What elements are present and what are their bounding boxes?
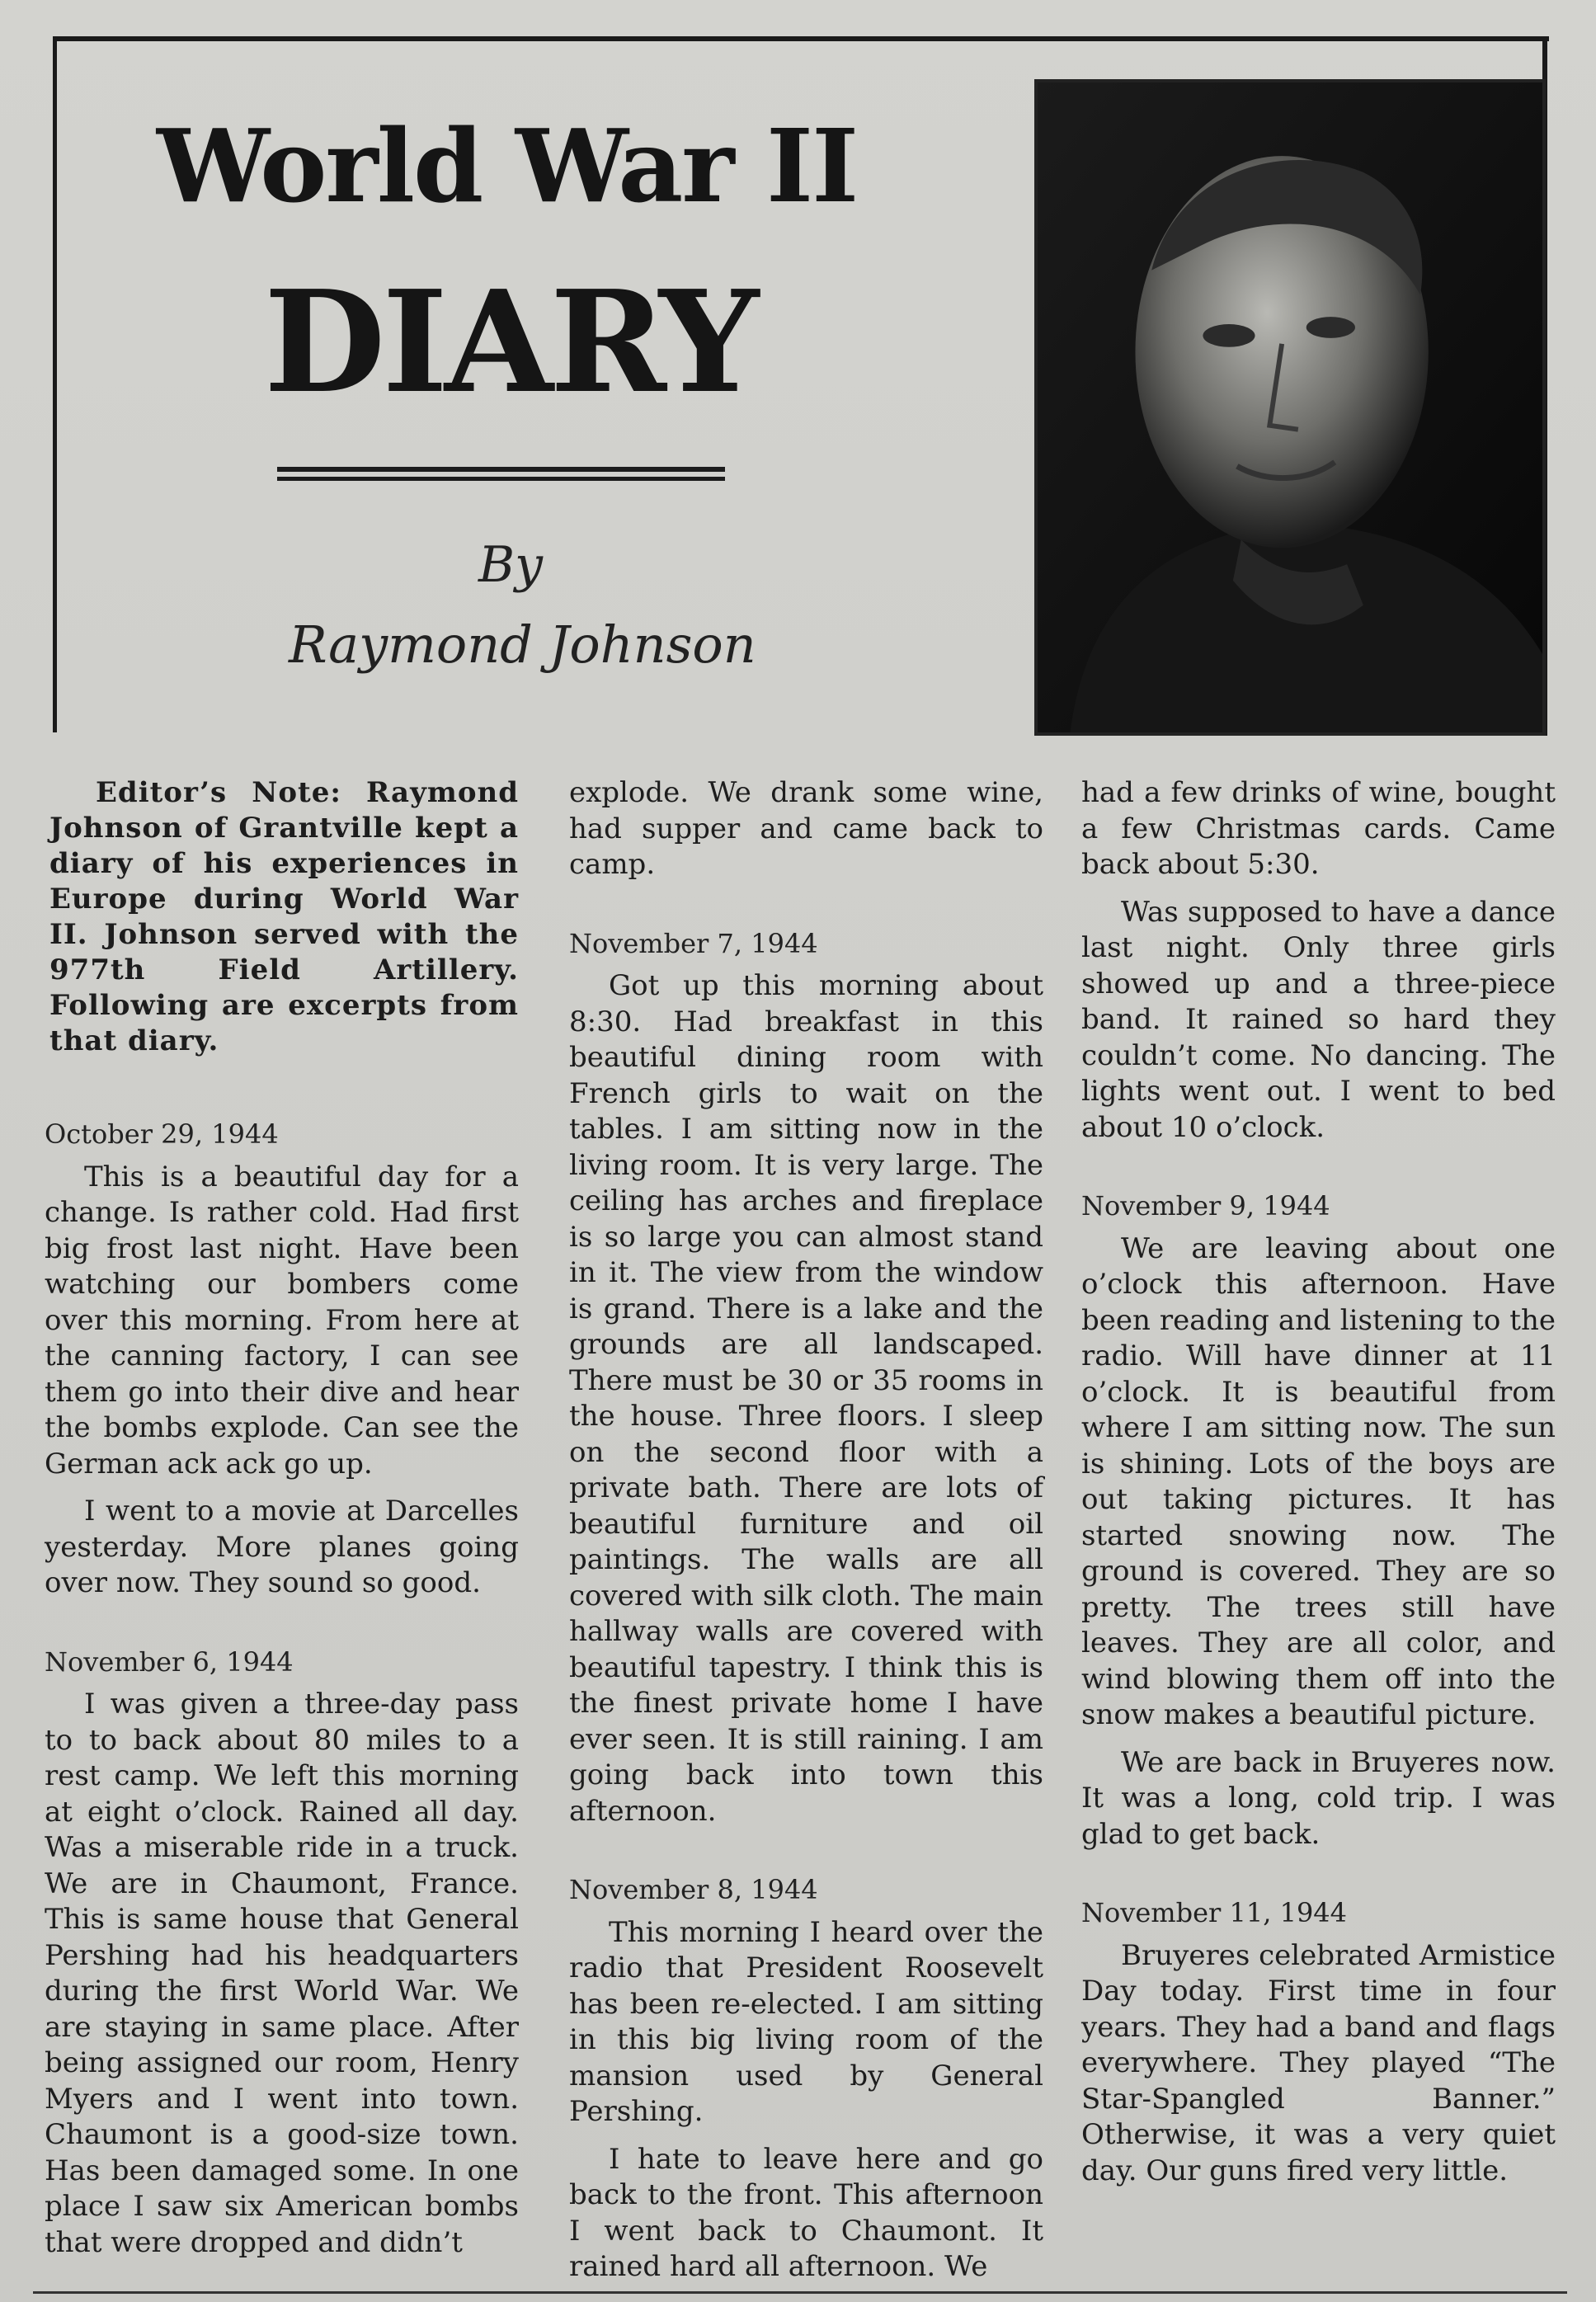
header-box-left-border (53, 40, 57, 732)
continued-paragraph: explode. We drank some wine, had supper and came back to camp. (569, 776, 1043, 881)
entry-paragraph: I was given a three-day pass to to back about 80 miles to a rest camp. We left this morning at eight o’clock. Rained all day. Was a miserable ride in a truck. We are in Chaumont, France. This is same house that General Pershing had his headquarters during the first World War. We are staying in same place. After being assigned our room, Henry Myers and I went into town. Chaumont is a good-size town. Has been damaged some. In one place I saw six American bombs that were dropped and didn’t (45, 1688, 519, 2259)
entry-date: November 9, 1944 (1081, 1190, 1330, 1222)
entry-date: November 7, 1944 (569, 927, 818, 959)
entry-paragraph: I went to a movie at Darcelles yesterday. More planes going over now. They sound so good. (45, 1495, 519, 1599)
author-portrait-photo (1034, 79, 1546, 736)
entry-date: November 11, 1944 (1081, 1897, 1348, 1928)
bottom-rule (33, 2291, 1567, 2294)
entry-paragraph: This is a beautiful day for a change. Is rather cold. Had first big frost last night. Have been watching our bombers come over this morning. From here at the canning factory, I can see them go into their dive and hear the bombs explode. Can see the German ack ack go up. (45, 1160, 519, 1481)
headline-diary: DIARY (264, 260, 756, 425)
article-column-2 (569, 775, 1043, 2286)
headline-rule-bottom (277, 477, 725, 481)
article-column-3 (1081, 775, 1556, 2189)
article-column-1 (45, 775, 519, 2261)
continued-paragraph: had a few drinks of wine, bought a few Christmas cards. Came back about 5:30. (1081, 776, 1556, 881)
entry-paragraph: Was supposed to have a dance last night. Only three girls showed up and a three-piece band. It rained so hard they couldn’t come. No dancing. The lights went out. I went to bed about 10 o’clock. (1081, 895, 1556, 1144)
entry-paragraph: I hate to leave here and go back to the front. This afternoon I went back to Chaumont. It rained hard all afternoon. We (569, 2142, 1043, 2283)
header-box-top-border (53, 36, 1549, 41)
entry-paragraph: We are back in Bruyeres now. It was a long, cold trip. I was glad to get back. (1081, 1745, 1556, 1851)
byline-author: Raymond Johnson (289, 614, 756, 675)
entry-paragraph: Bruyeres celebrated Armistice Day today. First time in four years. They had a band and flags everywhere. They played “The Star-Spangled Banner.” Otherwise, it was a very quiet day. Our guns fired very little. (1081, 1938, 1556, 2187)
headline-world-war-ii: World War II (157, 106, 858, 225)
headline-rule-top (277, 467, 725, 472)
entry-paragraph: This morning I heard over the radio that President Roosevelt has been re-elected. I am sitting in this big living room of the mansion used by General Pershing. (569, 1915, 1043, 2128)
editors-note: Editor’s Note: Raymond Johnson of Grantville kept a diary of his experiences in Europe during World War II. Johnson served with the 977th Field Artillery. Following are excerpts from that diary. (49, 776, 519, 1057)
portrait-photo-icon (1038, 82, 1542, 732)
entry-date: November 6, 1944 (45, 1645, 294, 1678)
entry-paragraph: We are leaving about one o’clock this afternoon. Have been reading and listening to the radio. Will have dinner at 11 o’clock. It is beautiful from where I am sitting now. The sun is shining. Lots of the boys are out taking pictures. It has started snowing now. The ground is covered. They are so pretty. The trees still have leaves. They are all color, and wind blowing them off into the snow makes a beautiful picture. (1081, 1231, 1556, 1731)
byline-by: By (478, 536, 543, 594)
entry-date: October 29, 1944 (45, 1118, 279, 1150)
entry-paragraph: Got up this morning about 8:30. Had breakfast in this beautiful dining room with French girls to wait on the tables. I am sitting now in the living room. It is very large. The ceiling has arches and fireplace is so large you can almost stand in it. The view from the window is grand. There is a lake and the grounds are all landscaped. There must be 30 or 35 rooms in the house. Three floors. I sleep on the second floor with a private bath. There are lots of beautiful furniture and oil paintings. The walls are all covered with silk cloth. The main hallway walls are covered with beautiful tapestry. I think this is the finest private home I have ever seen. It is still raining. I am going back into town this afternoon. (569, 969, 1043, 1828)
entry-date: November 8, 1944 (569, 1874, 818, 1905)
